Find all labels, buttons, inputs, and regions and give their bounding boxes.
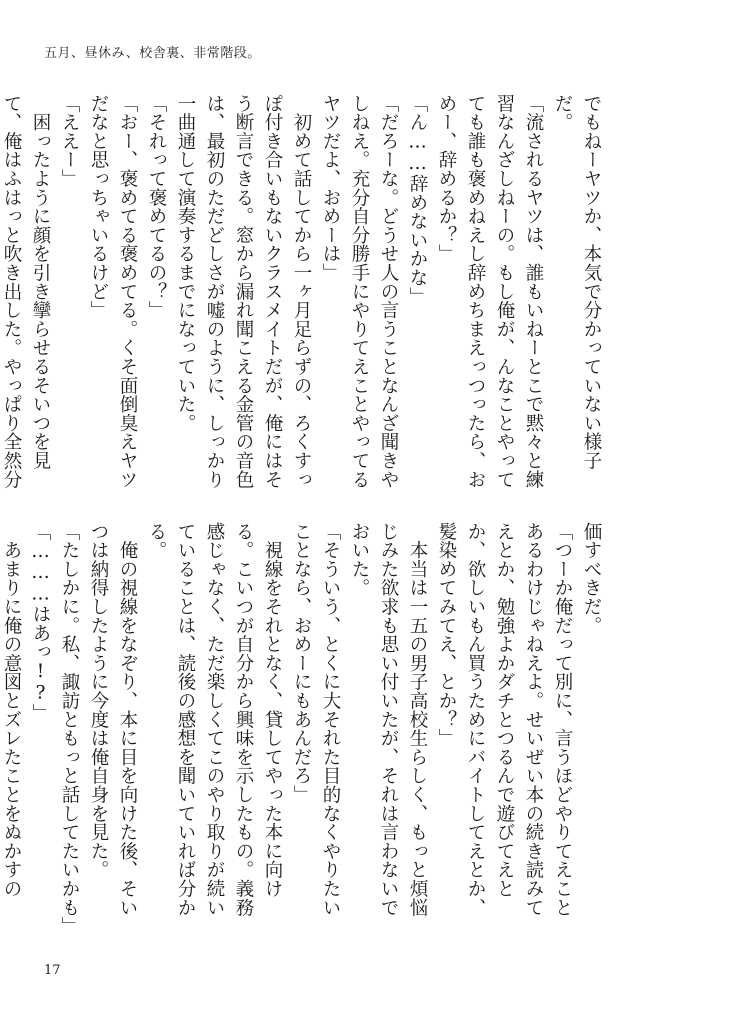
paragraph: 「ええー」 [59,94,80,188]
paragraph: 「………はあっ!?」 [30,522,51,723]
paragraph: 「つーか俺だって別に、言うほどやりてえことあるわけじゃねえよ。せいぜい本の続き読みてえとか、勉強よかダチとつるんで遊びてえとか、欲しいもん買うためにバイトしてえとか、髪染めてみてえ、とか？」 [436,522,573,917]
paragraph: 「ん……辞めないかな」 [407,94,428,306]
paragraph: 本当は一五の男子高校生らしく、もっと煩悩じみた欲求も思い付いたが、それは言わないでおいた。 [349,522,428,917]
paragraph: 俺の視線をなぞり、本に目を向けた後、そいつは納得したように今度は俺自身を見た。 [88,522,138,917]
paragraph: 「それって褒めてるの？」 [146,94,167,320]
paragraph: 視線をそれとなく、貸してやった本に向ける。こいつが自分から興味を示したもの。義務感じゃなく、ただ楽しくてこのやり取りが続いていることは、読後の感想を聞いていれば分かる。 [146,522,283,917]
upper-text-block [1,94,606,504]
paragraph: 初めて話してから一ヶ月足らずの、ろくすっぽ付き合いもないクラスメイトだが、俺にはそう断言できる。窓から漏れ聞こえる金管の音色は、最初のただどしさが嘘のように、しっかり一曲通して演奏するまでになっていた。 [175,94,312,489]
paragraph: 困ったように顔を引き攣らせるそいつを見て、俺はふはっと吹き出した。やっぱり全然分 [1,94,51,489]
paragraph: 「そういう、とくに大それた目的なくやりたいことなら、おめーにもあんだろ」 [291,522,341,917]
paragraph: 「おー、褒めてる褒めてる。くそ面倒臭えヤツだなと思っちゃいるけど」 [88,94,138,489]
paragraph: 「流されるヤツは、誰もいねーとこで黙々と練習なんざしねーの。もし俺が、んなことやってても誰も褒めねえし辞めちまえっつったら、おめー、辞めるか？」 [436,94,544,489]
paragraph: あまりに俺の意図とズレたことをぬかすの [1,540,22,898]
lower-text-block [1,522,606,936]
running-header: 五月、昼休み、校舎裏、非常階段。 [44,46,261,61]
paragraph: 「たしかに。私、諏訪ともっと話してたいかも」 [59,522,80,936]
page-number: 17 [44,963,61,978]
paragraph: でもねーヤツか、本気で分かっていない様子だ。 [552,94,602,470]
paragraph: 価すべきだ。 [581,522,602,635]
paragraph: 「だろーな。どうせ人の言うことなんざ聞きやしねえ。充分自分勝手にやりてえことやってるヤツだよ、おめーは」 [320,94,399,489]
